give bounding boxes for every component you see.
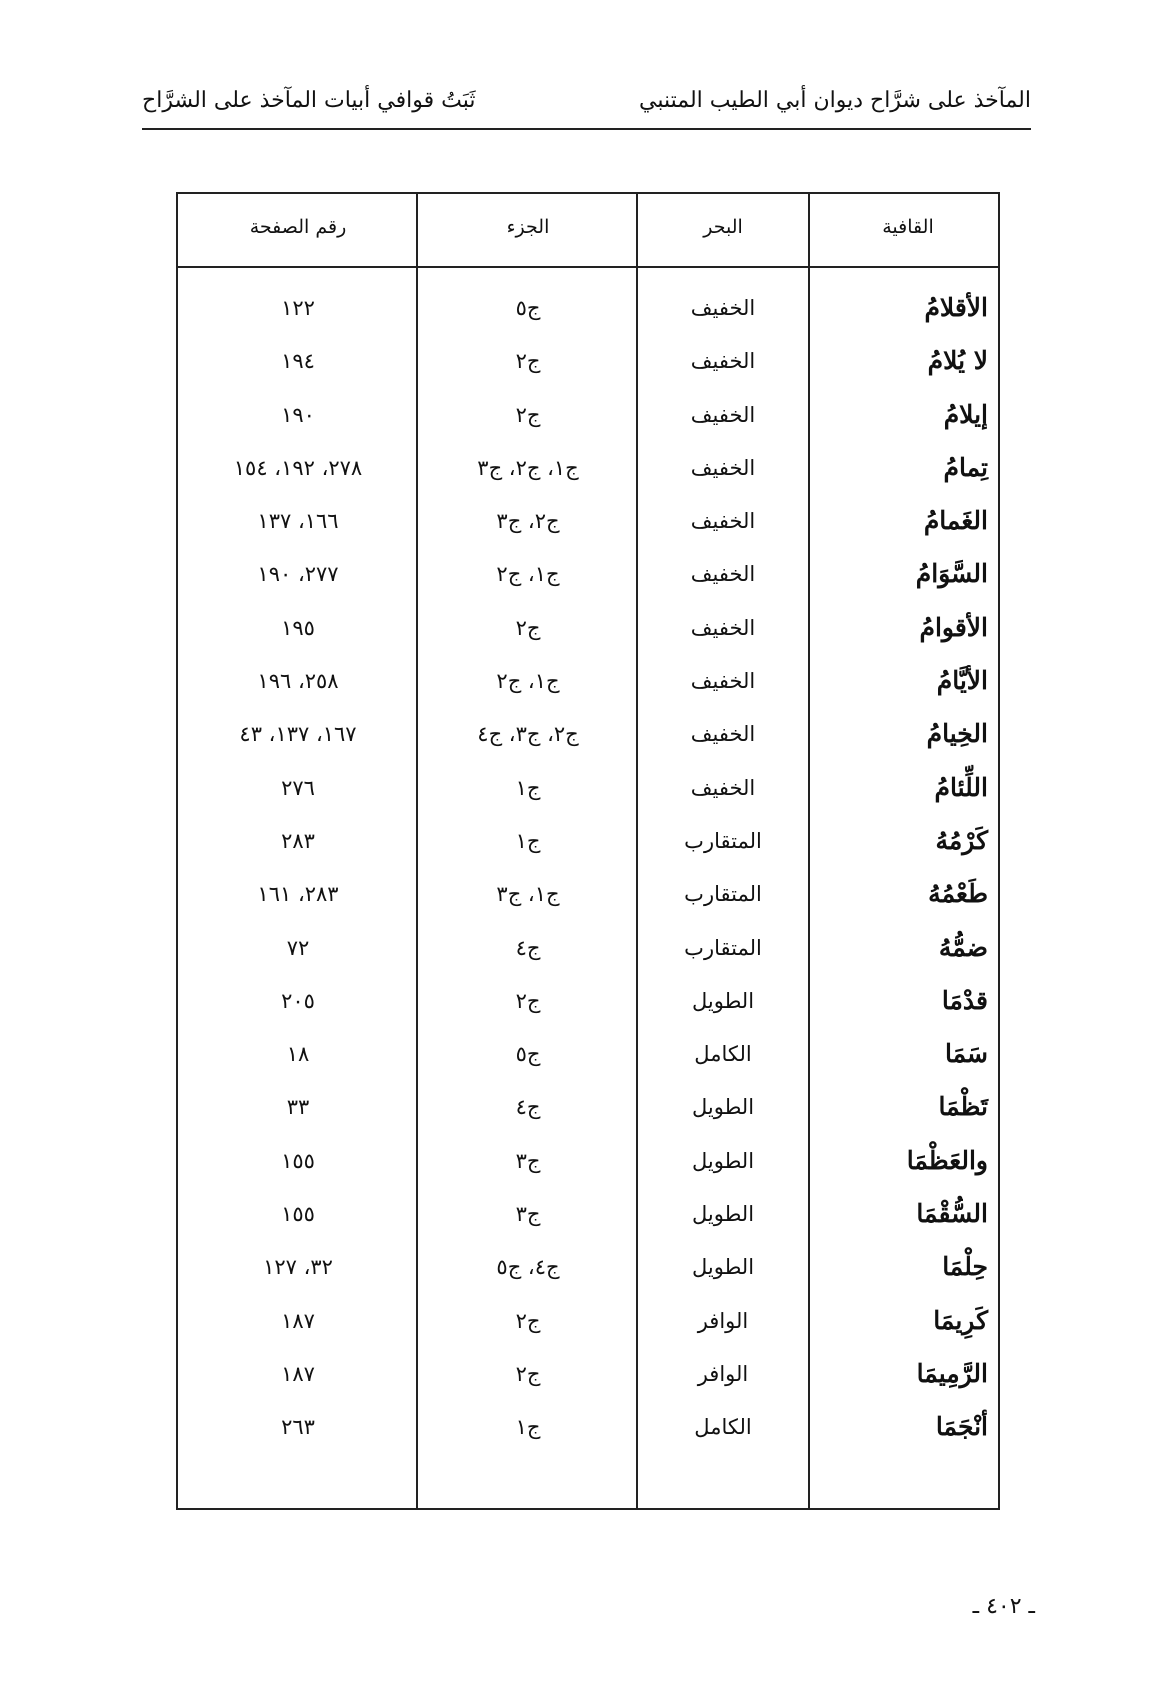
table-row bbox=[178, 554, 998, 607]
part-cell: ج٢ bbox=[515, 615, 541, 640]
rhyme-cell: كَرِيمَا bbox=[933, 1305, 988, 1335]
meter-cell: الطويل bbox=[691, 1255, 755, 1280]
part-cell: ج١ bbox=[515, 1415, 541, 1440]
part-cell: ج٢ bbox=[515, 402, 541, 427]
part-cell: ج٢ bbox=[515, 349, 541, 374]
part-cell: ج٢ bbox=[515, 1361, 541, 1386]
header-divider bbox=[178, 266, 998, 268]
meter-cell: الطويل bbox=[691, 988, 755, 1013]
rhyme-cell: سَمَا bbox=[944, 1039, 988, 1069]
part-cell: ج٣ bbox=[515, 1148, 541, 1173]
page-cell: ١٨٧ bbox=[281, 1361, 315, 1386]
meter-cell: الكامل bbox=[694, 1042, 752, 1067]
book-title: المآخذ على شرَّاح ديوان أبي الطيب المتنبي bbox=[639, 88, 1031, 113]
meter-cell: الخفيف bbox=[690, 296, 756, 320]
table-row bbox=[178, 395, 998, 448]
meter-cell: الخفيف bbox=[690, 722, 756, 747]
part-cell: ج١، ج٢ bbox=[496, 669, 560, 694]
meter-cell: الطويل bbox=[691, 1095, 755, 1120]
rhyme-cell: الأيَّامُ bbox=[936, 666, 988, 696]
page-cell: ٣٢، ١٢٧ bbox=[263, 1255, 333, 1280]
table-row bbox=[178, 1301, 998, 1354]
table-row bbox=[178, 1247, 998, 1300]
part-cell: ج٢، ج٣، ج٤ bbox=[477, 722, 579, 747]
rhyme-cell: قدْمَا bbox=[941, 985, 988, 1015]
meter-cell: الطويل bbox=[691, 1202, 755, 1227]
table-row bbox=[178, 874, 998, 927]
rhyme-cell: كَرْمُهُ bbox=[935, 825, 988, 855]
part-cell: ج١، ج٢، ج٣ bbox=[477, 455, 579, 480]
column-header-page: رقم الصفحة bbox=[249, 216, 347, 238]
rhyme-cell: حِلْمَا bbox=[942, 1252, 988, 1282]
page-cell: ٧٢ bbox=[286, 935, 310, 960]
rhyme-cell: طَعْمُهُ bbox=[928, 879, 988, 909]
page-cell: ١٦٦، ١٣٧ bbox=[257, 509, 339, 534]
table-row bbox=[178, 608, 998, 661]
table-row bbox=[178, 1141, 998, 1194]
rhyme-cell: الخِيامُ bbox=[926, 719, 988, 749]
page-cell: ١٨٧ bbox=[281, 1308, 315, 1333]
meter-cell: الخفيف bbox=[690, 615, 756, 640]
column-header-part: الجزء bbox=[506, 216, 550, 238]
part-cell: ج٢ bbox=[515, 988, 541, 1013]
part-cell: ج١، ج٢ bbox=[496, 562, 560, 587]
section-title: ثَبَتُ قوافي أبيات المآخذ على الشرَّاح bbox=[142, 88, 476, 113]
page-cell: ١٥٥ bbox=[281, 1148, 315, 1173]
table-row bbox=[178, 448, 998, 501]
page-cell: ١٥٥ bbox=[281, 1202, 315, 1227]
meter-cell: الخفيف bbox=[690, 562, 756, 587]
page-cell: ١٩٠ bbox=[281, 402, 315, 427]
meter-cell: المتقارب bbox=[684, 828, 762, 853]
rhyme-cell: تِمامُ bbox=[943, 452, 988, 482]
table-row bbox=[178, 341, 998, 394]
table-body bbox=[178, 288, 998, 1461]
meter-cell: الخفيف bbox=[690, 509, 756, 534]
meter-cell: الخفيف bbox=[690, 775, 756, 800]
part-cell: ج١ bbox=[515, 775, 541, 800]
part-cell: ج٢، ج٣ bbox=[496, 509, 560, 534]
table-row bbox=[178, 1407, 998, 1460]
meter-cell: الخفيف bbox=[690, 349, 756, 374]
page-cell: ٢٨٣، ١٦١ bbox=[257, 882, 339, 907]
rhyme-cell: والعَظْمَا bbox=[906, 1145, 988, 1175]
table-row bbox=[178, 1194, 998, 1247]
page-cell: ٣٣ bbox=[286, 1095, 310, 1120]
table-row bbox=[178, 1354, 998, 1407]
meter-cell: المتقارب bbox=[684, 882, 762, 907]
part-cell: ج١ bbox=[515, 828, 541, 853]
page-cell: ٢٦٣ bbox=[281, 1415, 315, 1440]
table-row bbox=[178, 501, 998, 554]
part-cell: ج٢ bbox=[515, 1308, 541, 1333]
table-row bbox=[178, 981, 998, 1034]
page-cell: ٢٧٦ bbox=[281, 775, 315, 800]
part-cell: ج٤، ج٥ bbox=[496, 1255, 560, 1280]
page-cell: ١٢٢ bbox=[281, 296, 315, 320]
page-header bbox=[142, 82, 1031, 130]
rhyme-cell: إيلامُ bbox=[943, 399, 988, 429]
rhymes-table bbox=[176, 192, 1000, 1510]
part-cell: ج٥ bbox=[515, 296, 541, 320]
page-cell: ٢٧٨، ١٩٢، ١٥٤ bbox=[233, 455, 363, 480]
meter-cell: الوافر bbox=[697, 1308, 749, 1333]
meter-cell: الخفيف bbox=[690, 402, 756, 427]
table-row bbox=[178, 1034, 998, 1087]
table-row bbox=[178, 661, 998, 714]
page-cell: ٢٥٨، ١٩٦ bbox=[257, 669, 339, 694]
table-row bbox=[178, 714, 998, 767]
rhyme-cell: الرَّمِيمَا bbox=[916, 1358, 988, 1388]
rhyme-cell: السُّقْمَا bbox=[916, 1199, 988, 1229]
page-cell: ٢٧٧، ١٩٠ bbox=[257, 562, 339, 587]
part-cell: ج١، ج٣ bbox=[496, 882, 560, 907]
page-cell: ١٩٤ bbox=[281, 349, 315, 374]
part-cell: ج٥ bbox=[515, 1042, 541, 1067]
page-number: ـ ٤٠٢ ـ bbox=[972, 1594, 1035, 1619]
rhyme-cell: الغَمامُ bbox=[923, 506, 988, 536]
page-cell: ٢٨٣ bbox=[281, 828, 315, 853]
rhyme-cell: الأقوامُ bbox=[919, 612, 988, 642]
table-row bbox=[178, 1087, 998, 1140]
table-row bbox=[178, 768, 998, 821]
meter-cell: الطويل bbox=[691, 1148, 755, 1173]
part-cell: ج٤ bbox=[515, 1095, 541, 1120]
meter-cell: الخفيف bbox=[690, 455, 756, 480]
column-header-rhyme: القافية bbox=[882, 216, 934, 238]
rhyme-cell: الأقلامُ bbox=[924, 293, 988, 322]
meter-cell: الكامل bbox=[694, 1415, 752, 1440]
part-cell: ج٤ bbox=[515, 935, 541, 960]
table-row bbox=[178, 821, 998, 874]
part-cell: ج٣ bbox=[515, 1202, 541, 1227]
rhyme-cell: السَّوَامُ bbox=[915, 559, 988, 589]
rhyme-cell: أنْجَمَا bbox=[935, 1412, 988, 1442]
page-cell: ٢٠٥ bbox=[281, 988, 315, 1013]
meter-cell: الوافر bbox=[697, 1361, 749, 1386]
rhyme-cell: تَظْمَا bbox=[938, 1092, 988, 1122]
column-header-meter: البحر bbox=[703, 216, 743, 238]
rhyme-cell: لا يُلامُ bbox=[927, 346, 988, 376]
page-cell: ١٨ bbox=[286, 1042, 310, 1067]
meter-cell: الخفيف bbox=[690, 669, 756, 694]
rhyme-cell: ضمُّهُ bbox=[938, 932, 988, 962]
table-row bbox=[178, 288, 998, 341]
rhyme-cell: اللِّئامُ bbox=[934, 772, 988, 802]
meter-cell: المتقارب bbox=[684, 935, 762, 960]
table-row bbox=[178, 928, 998, 981]
page-cell: ١٦٧، ١٣٧، ٤٣ bbox=[239, 722, 357, 747]
page-cell: ١٩٥ bbox=[281, 615, 315, 640]
